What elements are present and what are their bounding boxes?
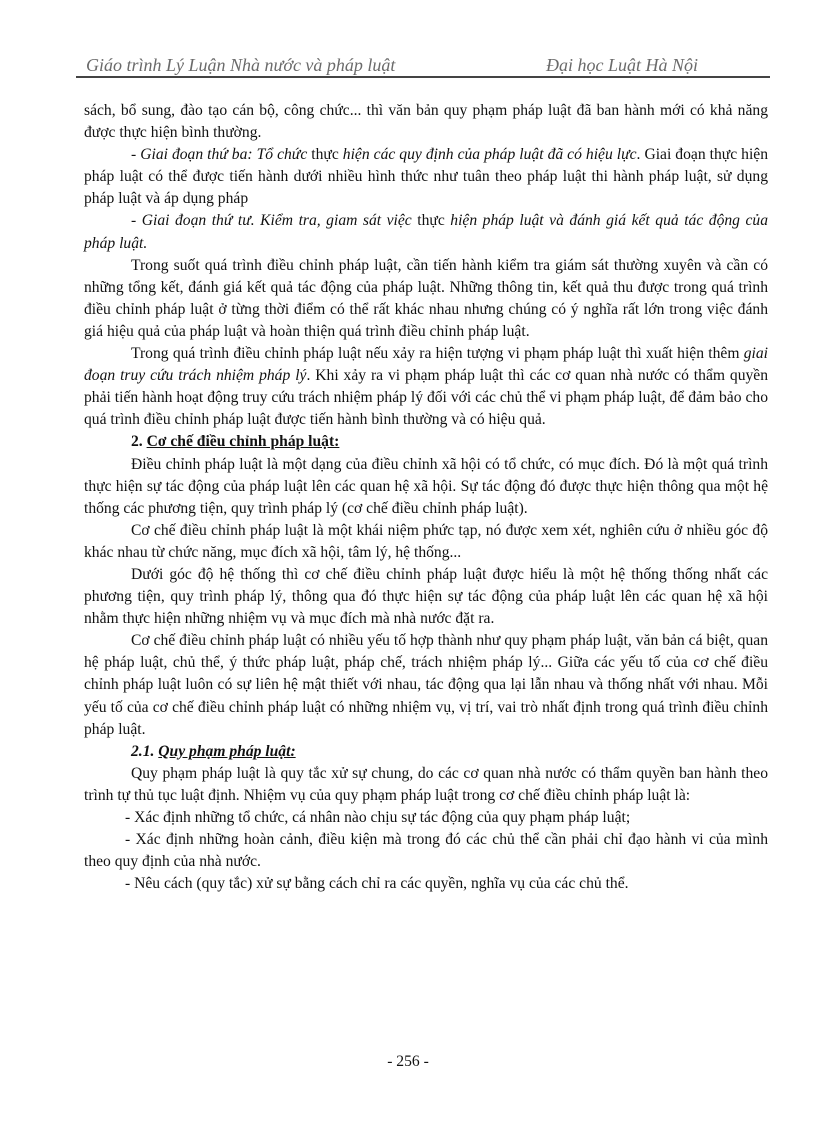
- stage-three-text: . Giai đoạn thực hiện pháp luật có thể được tiến hành dưới nhiều hình thức như tuân theo pháp luật thi hành pháp luật, sử dụng pháp luật và áp dụng pháp: [84, 146, 768, 208]
- stage-four-word: thực: [411, 212, 451, 230]
- violation-text-2: . Khi xảy ra vi phạm pháp luật thì các cơ quan nhà nước có thẩm quyền phải tiến hành hoạt động truy cứu trách nhiệm pháp lý đối với các chủ thể vi phạm pháp luật, để đảm bảo cho quá trình điều chỉnh pháp luật được tiến hành bình thường và có hiệu quả.: [84, 367, 769, 429]
- list-item-3: - Nêu cách (quy tắc) xử sự bằng cách chỉ ra các quyền, nghĩa vụ của các chủ thể.: [125, 875, 629, 893]
- paragraph-monitoring: Trong suốt quá trình điều chỉnh pháp luật, cần tiến hành kiểm tra giám sát thường xuyên và cần có những tổng kết, đánh giá kết quả tác động của pháp luật. Những thông tin, kết quả thu được trong quá trình điều chỉnh pháp luật ở từng thời điểm có thể rất khác nhau nhưng chúng có ý nghĩa rất lớn trong việc đánh giá hiệu quả của pháp luật và hoàn thiện quá trình điều chỉnh pháp luật.: [84, 256, 768, 340]
- stage-four-label: Giai đoạn thứ tư. Kiểm tra, giam sát việc: [141, 212, 412, 230]
- stage-four-italic: hiện pháp luật và đánh giá kết quả tác động của pháp luật.: [84, 212, 769, 252]
- paragraph-complexity: Cơ chế điều chỉnh pháp luật là một khái niệm phức tạp, nó được xem xét, nghiên cứu ở nhiều góc độ khác nhau từ chức năng, mục đích xã hội, tâm lý, hệ thống...: [84, 521, 768, 561]
- dash: -: [131, 212, 142, 230]
- violation-italic: giai đoạn truy cứu trách nhiệm pháp lý: [84, 345, 768, 385]
- list-item-2: - Xác định những hoàn cảnh, điều kiện mà trong đó các chủ thể cần phải chỉ đạo hành vi của mình theo quy định của nhà nước.: [84, 831, 768, 871]
- paragraph-stage-four: [84, 210, 768, 254]
- header-institution: Đại học Luật Hà Nội: [545, 55, 698, 75]
- stage-three-italic: hiện các quy định của pháp luật đã có hiệu lực: [342, 146, 637, 164]
- header-book-title: Giáo trình Lý Luận Nhà nước và pháp luật: [86, 55, 396, 75]
- section-number: 2.: [131, 433, 147, 451]
- page-body: [84, 100, 768, 895]
- paragraph-stage-three: [84, 144, 768, 210]
- stage-three-label: Giai đoạn thứ ba: Tổ chức: [140, 146, 308, 164]
- paragraph-legal-norm: Quy phạm pháp luật là quy tắc xử sự chung, do các cơ quan nhà nước có thẩm quyền ban hành theo trình tự thủ tục luật định. Nhiệm vụ của quy phạm pháp luật trong cơ chế điều chỉnh pháp luật là:: [84, 764, 768, 804]
- dash: -: [131, 146, 141, 164]
- paragraph-violation: [84, 343, 768, 431]
- page-number: - 256 -: [387, 1053, 429, 1070]
- list-item-1: - Xác định những tổ chức, cá nhân nào chịu sự tác động của quy phạm pháp luật;: [125, 809, 631, 826]
- paragraph-continuation: sách, bổ sung, đào tạo cán bộ, công chức... thì văn bản quy phạm pháp luật đã ban hành mới có khả năng được thực hiện bình thường.: [84, 102, 768, 142]
- paragraph-elements: Cơ chế điều chỉnh pháp luật có nhiều yếu tố hợp thành như quy phạm pháp luật, văn bản cá biệt, quan hệ pháp luật, chủ thể, ý thức pháp luật, pháp chế, trách nhiệm pháp lý... Giữa các yếu tố của cơ chế điều chỉnh pháp luật luôn có sự liên hệ mật thiết với nhau, tác động qua lại lẫn nhau và thống nhất với nhau. Mỗi yếu tố của cơ chế điều chỉnh pháp luật có những nhiệm vụ, vị trí, vai trò nhất định trong quá trình điều chỉnh pháp luật.: [84, 632, 768, 738]
- section-heading-2: [84, 431, 768, 453]
- violation-text-1: Trong quá trình điều chỉnh pháp luật nếu xảy ra hiện tượng vi phạm pháp luật thì xuất hiện thêm: [131, 345, 744, 363]
- paragraph-definition: Điều chỉnh pháp luật là một dạng của điều chỉnh xã hội có tổ chức, có mục đích. Đó là một quá trình thực hiện sự tác động của pháp luật lên các quan hệ xã hội. Sự tác động đó được thực hiện thông qua một hệ thống các phương tiện, quy trình pháp lý (cơ chế điều chỉnh pháp luật).: [84, 455, 768, 517]
- stage-three-word: thực: [307, 146, 343, 164]
- subsection-number: 2.1.: [131, 742, 159, 760]
- section-title: Cơ chế điều chỉnh pháp luật:: [146, 433, 340, 451]
- subsection-title: Quy phạm pháp luật:: [158, 742, 296, 760]
- page-footer: [0, 1053, 816, 1071]
- page-header: [76, 46, 770, 78]
- paragraph-system-view: Dưới góc độ hệ thống thì cơ chế điều chỉnh pháp luật được hiểu là một hệ thống thống nhất các phương tiện, quy trình pháp lý, thông qua đó thực hiện sự tác động của pháp luật lên các quan hệ xã hội nhằm thực hiện những nhiệm vụ và mục đích mà nhà nước đặt ra.: [84, 565, 768, 628]
- subsection-heading-2-1: [84, 741, 768, 763]
